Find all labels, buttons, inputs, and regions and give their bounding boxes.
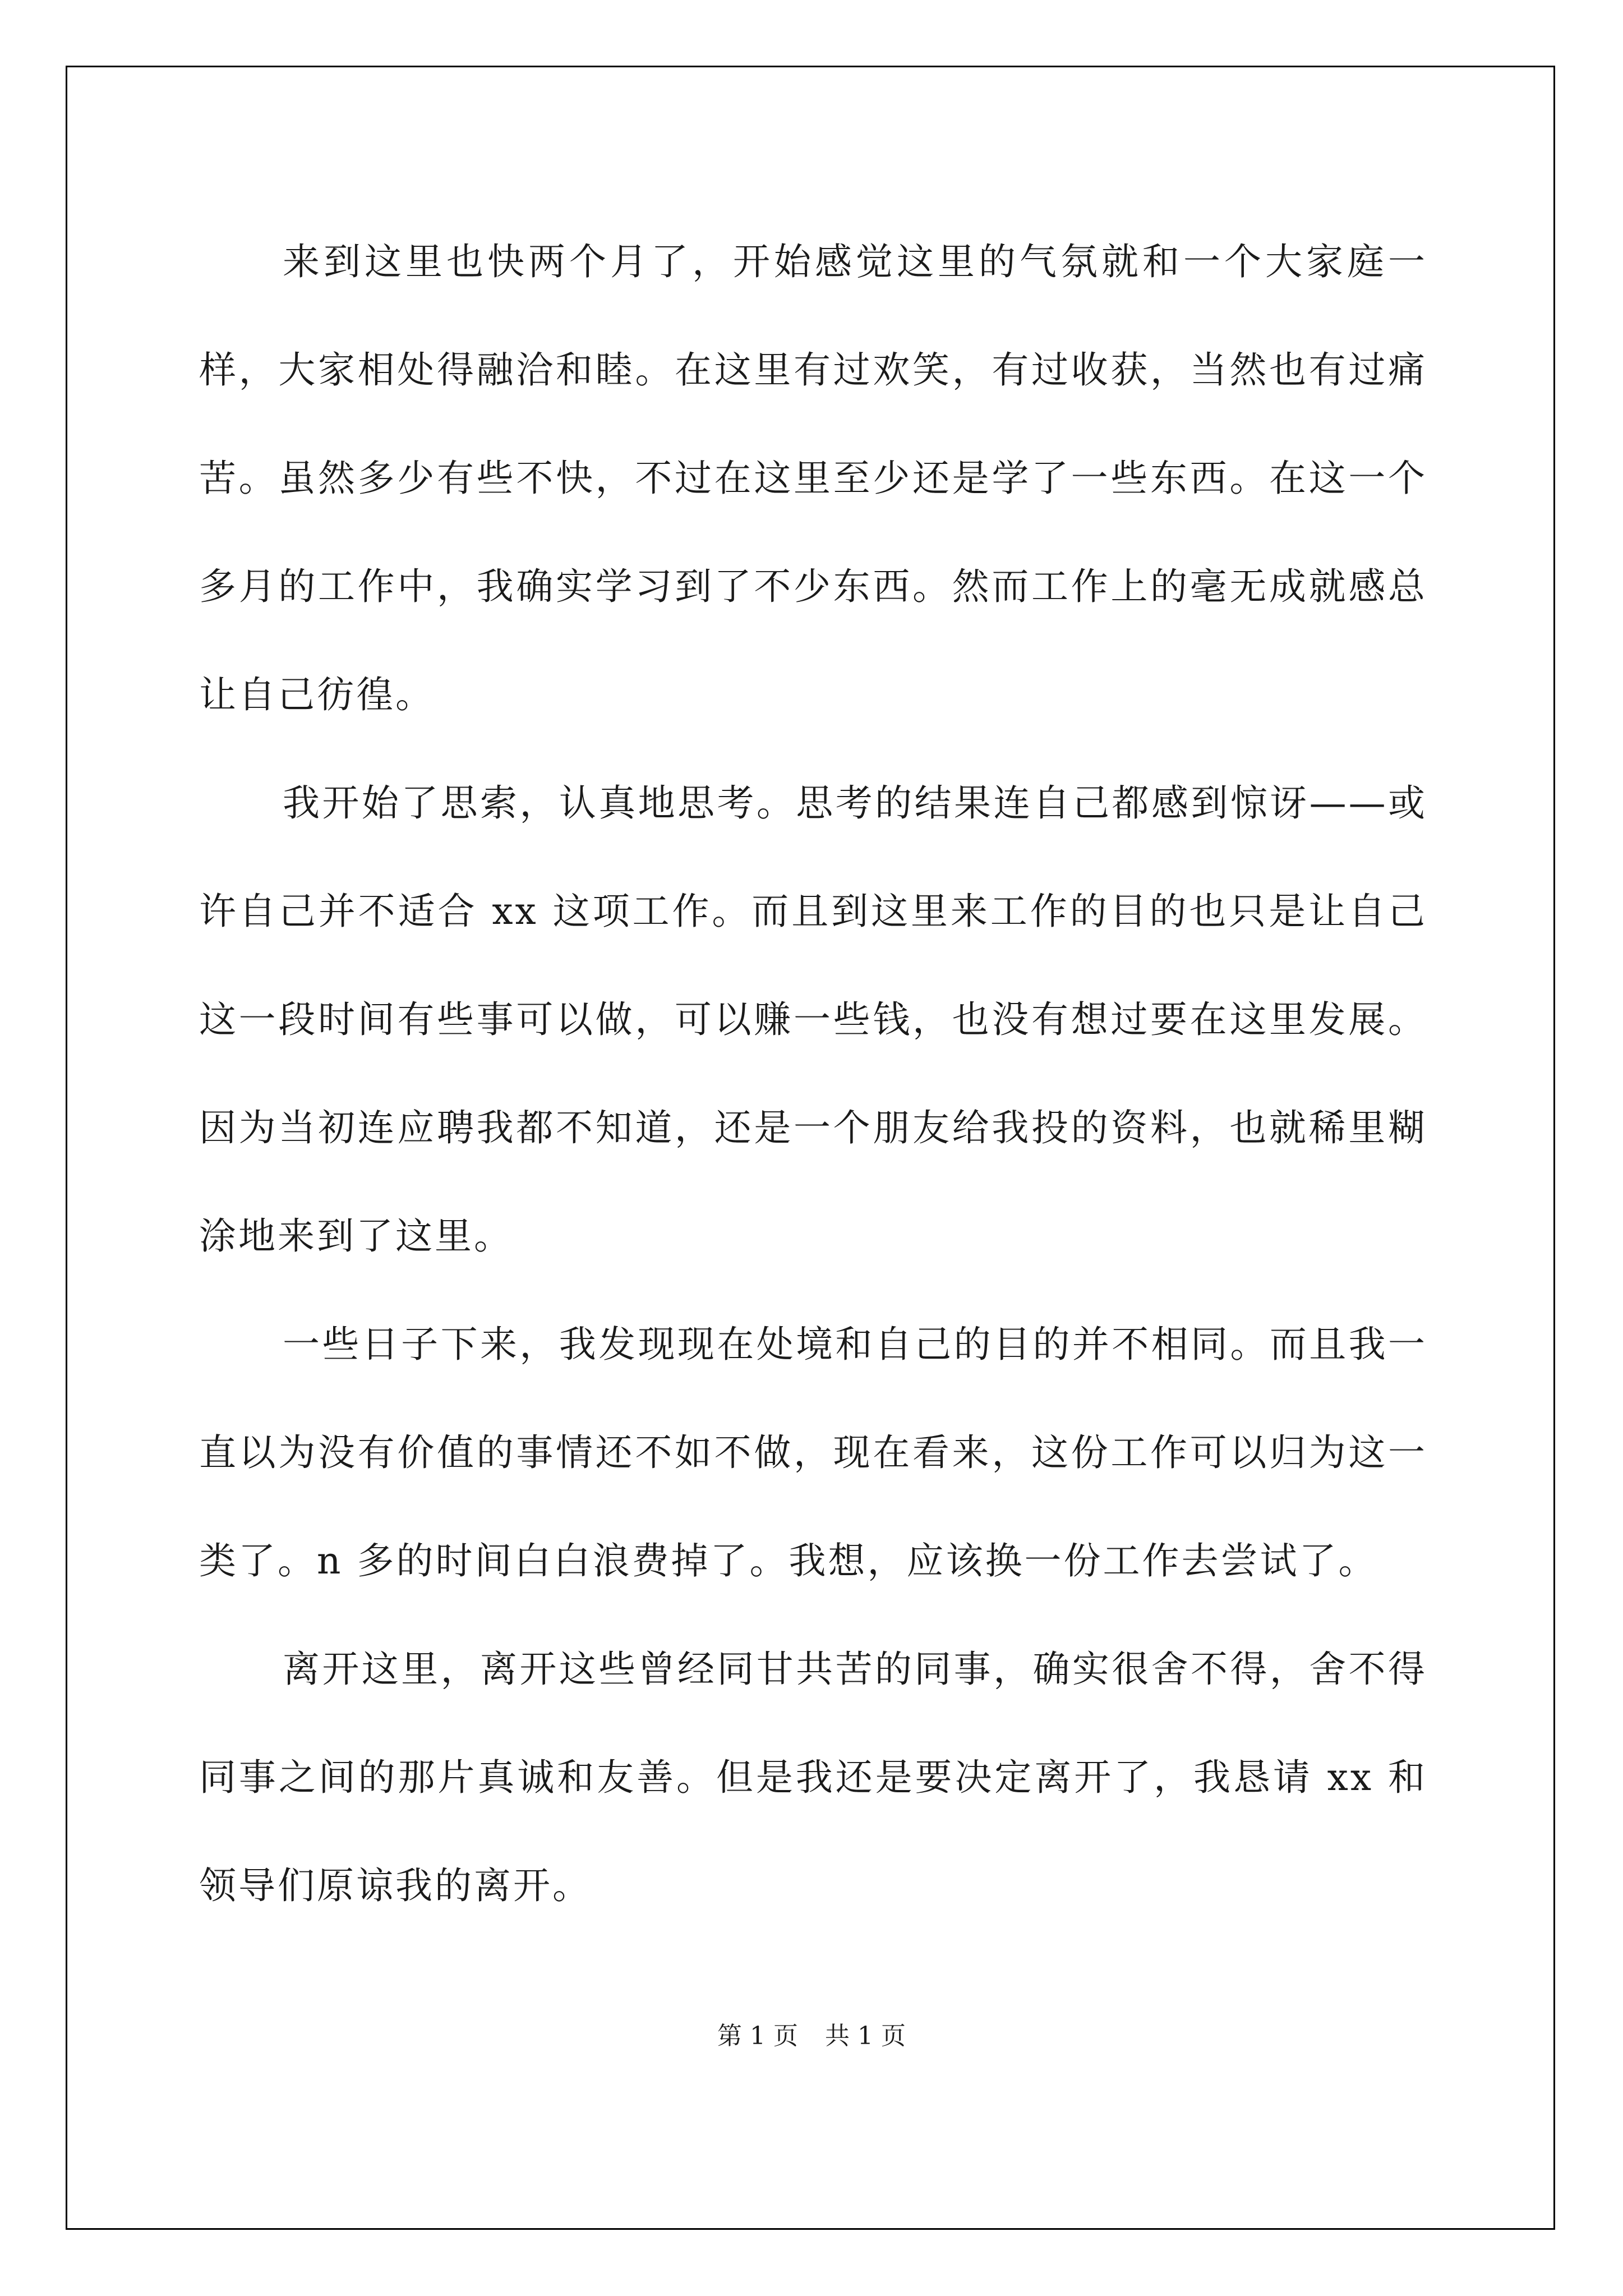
page-footer [0, 2019, 1623, 2053]
paragraph-1: 来到这里也快两个月了，开始感觉这里的气氛就和一个大家庭一样，大家相处得融洽和睦。在这里有过欢笑，有过收获，当然也有过痛苦。虽然多少有些不快，不过在这里至少还是学了一些东西。在这一个多月的工作中，我确实学习到了不少东西。然而工作上的毫无成就感总让自己彷徨。 [199, 240, 1427, 716]
page-number-total: 共 1 页 [825, 2022, 906, 2050]
paragraph-3: 一些日子下来，我发现现在处境和自己的目的并不相同。而且我一直以为没有价值的事情还不如不做，现在看来，这份工作可以归为这一类了。n 多的时间白白浪费掉了。我想，应该换一份工作去尝试了。 [199, 1323, 1427, 1582]
page-number-current: 第 1 页 [717, 2022, 798, 2050]
document-body [199, 208, 1427, 1940]
paragraph-2: 我开始了思索，认真地思考。思考的结果连自己都感到惊讶——或许自己并不适合 xx 这项工作。而且到这里来工作的目的也只是让自己这一段时间有些事可以做，可以赚一些钱，也没有想过要在这里发展。因为当初连应聘我都不知道，还是一个朋友给我投的资料，也就稀里糊涂地来到了这里。 [199, 781, 1427, 1258]
paragraph-4: 离开这里，离开这些曾经同甘共苦的同事，确实很舍不得，舍不得同事之间的那片真诚和友善。但是我还是要决定离开了，我恳请 xx 和领导们原谅我的离开。 [199, 1648, 1427, 1907]
